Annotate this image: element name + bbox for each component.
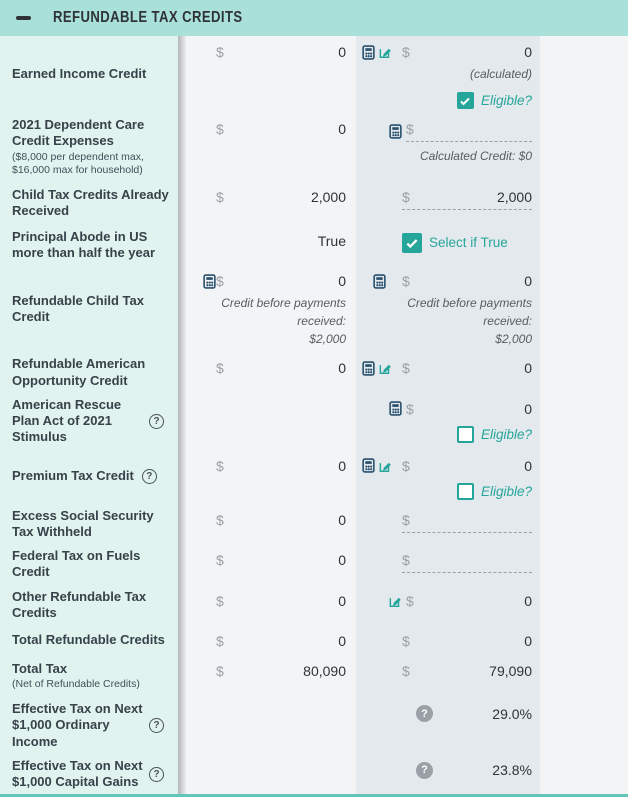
dollar-sign: $ — [216, 457, 224, 474]
baseline-value: 0 — [338, 552, 346, 568]
edit-icon[interactable] — [378, 361, 392, 375]
row-label: 2021 Dependent Care Credit Expenses — [12, 117, 145, 149]
input-value[interactable]: 2,000 — [496, 188, 532, 205]
row-label: Earned Income Credit — [12, 66, 147, 82]
help-filled-icon[interactable]: ? — [416, 762, 433, 779]
row-label: Child Tax Credits Already Received — [12, 186, 169, 218]
dollar-sign: $ — [216, 552, 224, 568]
column-divider — [178, 113, 186, 181]
dollar-sign: $ — [402, 457, 410, 474]
help-icon[interactable]: ? — [149, 718, 164, 733]
dollar-sign: $ — [406, 592, 414, 609]
baseline-value: 0 — [338, 273, 346, 290]
column-divider — [178, 450, 186, 504]
baseline-value: 0 — [338, 592, 346, 609]
row-other-refundable-credits — [0, 585, 628, 626]
dollar-sign: $ — [402, 273, 410, 290]
dollar-sign: $ — [216, 360, 224, 377]
baseline-value: 0 — [338, 44, 346, 60]
scenario-value: 0 — [524, 457, 532, 474]
eligible-checkbox[interactable] — [457, 483, 474, 500]
row-total-tax — [0, 655, 628, 697]
dollar-sign: $ — [216, 273, 224, 290]
scenario-value: 0 — [524, 44, 532, 60]
calculator-icon[interactable] — [203, 274, 216, 289]
row-label: Effective Tax on Next $1,000 Capital Gains — [12, 757, 143, 789]
expenses-input[interactable] — [406, 121, 532, 142]
checkbox-label[interactable]: Select if True — [429, 235, 508, 251]
row-american-rescue-plan-stimulus — [0, 393, 628, 450]
effective-rate-value: 23.8% — [492, 762, 532, 779]
edit-icon[interactable] — [378, 459, 392, 473]
dollar-sign: $ — [402, 188, 410, 205]
effective-rate-value: 29.0% — [492, 705, 532, 722]
select-if-true-checkbox[interactable] — [402, 233, 422, 253]
edit-icon[interactable] — [388, 594, 402, 608]
row-sublabel: (Net of Refundable Credits) — [12, 678, 140, 691]
dollar-sign: $ — [216, 121, 224, 137]
column-divider — [178, 625, 186, 655]
row-child-tax-credits-received — [0, 181, 628, 225]
calculator-icon[interactable] — [389, 401, 402, 416]
dollar-sign: $ — [402, 663, 410, 679]
help-icon[interactable]: ? — [149, 767, 164, 782]
column-divider — [178, 265, 186, 352]
scenario-value: 0 — [524, 400, 532, 417]
column-divider — [178, 504, 186, 545]
help-filled-icon[interactable]: ? — [416, 705, 433, 722]
row-effective-tax-ordinary-income — [0, 697, 628, 754]
checkbox-label[interactable]: Eligible? — [480, 93, 532, 108]
calculator-icon[interactable] — [362, 361, 375, 376]
checkbox-label[interactable]: Eligible? — [480, 483, 532, 499]
dollar-sign: $ — [216, 633, 224, 649]
dollar-sign: $ — [402, 633, 410, 649]
dollar-sign: $ — [406, 400, 414, 417]
calculator-icon[interactable] — [373, 274, 386, 289]
column-divider — [178, 655, 186, 697]
eligible-checkbox-row[interactable] — [362, 483, 532, 500]
dollar-sign: $ — [216, 511, 224, 528]
dollar-sign: $ — [402, 552, 410, 568]
eligible-checkbox[interactable] — [457, 426, 474, 443]
row-earned-income-credit — [0, 36, 628, 113]
column-divider — [178, 544, 186, 585]
edit-icon[interactable] — [378, 45, 392, 59]
column-divider — [178, 36, 186, 113]
scenario-value: 0 — [524, 592, 532, 609]
calculated-credit-note: Calculated Credit: $0 — [419, 149, 532, 163]
row-label: Total Refundable Credits — [12, 631, 165, 647]
excess-ss-input[interactable] — [402, 512, 532, 533]
dollar-sign: $ — [216, 44, 224, 60]
row-label: Refundable Child Tax Credit — [12, 292, 144, 324]
row-label: Principal Abode in US more than half the year — [12, 228, 156, 260]
row-premium-tax-credit — [0, 450, 628, 504]
help-icon[interactable]: ? — [142, 469, 157, 484]
scenario-total-tax: 79,090 — [489, 663, 532, 679]
baseline-boolean-value: True — [317, 232, 346, 249]
scenario-value: 0 — [524, 360, 532, 377]
baseline-value: 0 — [338, 121, 346, 137]
eligible-checkbox-row[interactable] — [362, 426, 532, 443]
baseline-value: 0 — [338, 360, 346, 377]
column-divider — [178, 697, 186, 754]
dollar-sign: $ — [216, 663, 224, 679]
column-divider — [178, 754, 186, 795]
eligible-checkbox[interactable] — [457, 92, 474, 109]
select-if-true-row[interactable] — [362, 233, 532, 253]
row-excess-social-security — [0, 504, 628, 545]
row-principal-abode — [0, 225, 628, 266]
credits-received-input[interactable] — [402, 189, 532, 210]
credit-before-payments-note: Credit before payments received: — [221, 296, 346, 329]
credit-before-payments-note: Credit before payments received: — [407, 296, 532, 329]
column-divider — [178, 352, 186, 393]
fuels-credit-input[interactable] — [402, 552, 532, 573]
row-label: Excess Social Security Tax Withheld — [12, 507, 154, 539]
row-label: Other Refundable Tax Credits — [12, 588, 147, 620]
scenario-value: 0 — [524, 273, 532, 290]
row-dependent-care-credit — [0, 113, 628, 181]
row-label: Premium Tax Credit — [12, 468, 134, 484]
calculated-note: (calculated) — [469, 67, 532, 81]
dollar-sign: $ — [402, 511, 410, 528]
checkbox-label[interactable]: Eligible? — [480, 426, 532, 442]
credit-before-payments-amount: $2,000 — [309, 332, 346, 347]
row-sublabel: ($8,000 per dependent max, $16,000 max for household) — [12, 150, 144, 176]
calculator-icon[interactable] — [362, 45, 375, 60]
column-divider — [178, 181, 186, 225]
row-label: Total Tax — [12, 660, 68, 676]
baseline-value: 2,000 — [310, 188, 346, 205]
calculator-icon[interactable] — [362, 458, 375, 473]
column-divider — [178, 225, 186, 266]
row-label: American Rescue Plan Act of 2021 Stimulus — [12, 396, 122, 445]
dollar-sign: $ — [406, 121, 414, 137]
scenario-total: 0 — [524, 633, 532, 649]
dollar-sign: $ — [402, 360, 410, 377]
dollar-sign: $ — [216, 592, 224, 609]
section-header[interactable] — [0, 0, 628, 36]
row-federal-tax-on-fuels — [0, 544, 628, 585]
column-divider — [178, 585, 186, 626]
calculator-icon[interactable] — [389, 124, 402, 139]
section-title: REFUNDABLE TAX CREDITS — [53, 9, 243, 26]
dollar-sign: $ — [216, 188, 224, 205]
row-refundable-child-tax-credit — [0, 265, 628, 352]
row-refundable-american-opportunity-credit — [0, 352, 628, 393]
baseline-value: 0 — [338, 511, 346, 528]
baseline-total-tax: 80,090 — [303, 663, 346, 679]
baseline-value: 0 — [338, 457, 346, 474]
row-total-refundable-credits — [0, 625, 628, 655]
eligible-checkbox-row[interactable] — [362, 92, 532, 109]
credit-before-payments-amount: $2,000 — [495, 332, 532, 347]
column-divider — [178, 393, 186, 450]
row-label: Refundable American Opportunity Credit — [12, 356, 146, 388]
baseline-total: 0 — [338, 633, 346, 649]
row-label: Effective Tax on Next $1,000 Ordinary Income — [12, 701, 143, 749]
dollar-sign: $ — [402, 44, 410, 60]
row-effective-tax-capital-gains — [0, 754, 628, 795]
help-icon[interactable]: ? — [149, 414, 164, 429]
row-label: Federal Tax on Fuels Credit — [12, 548, 141, 580]
collapse-minus-icon[interactable] — [16, 16, 31, 20]
